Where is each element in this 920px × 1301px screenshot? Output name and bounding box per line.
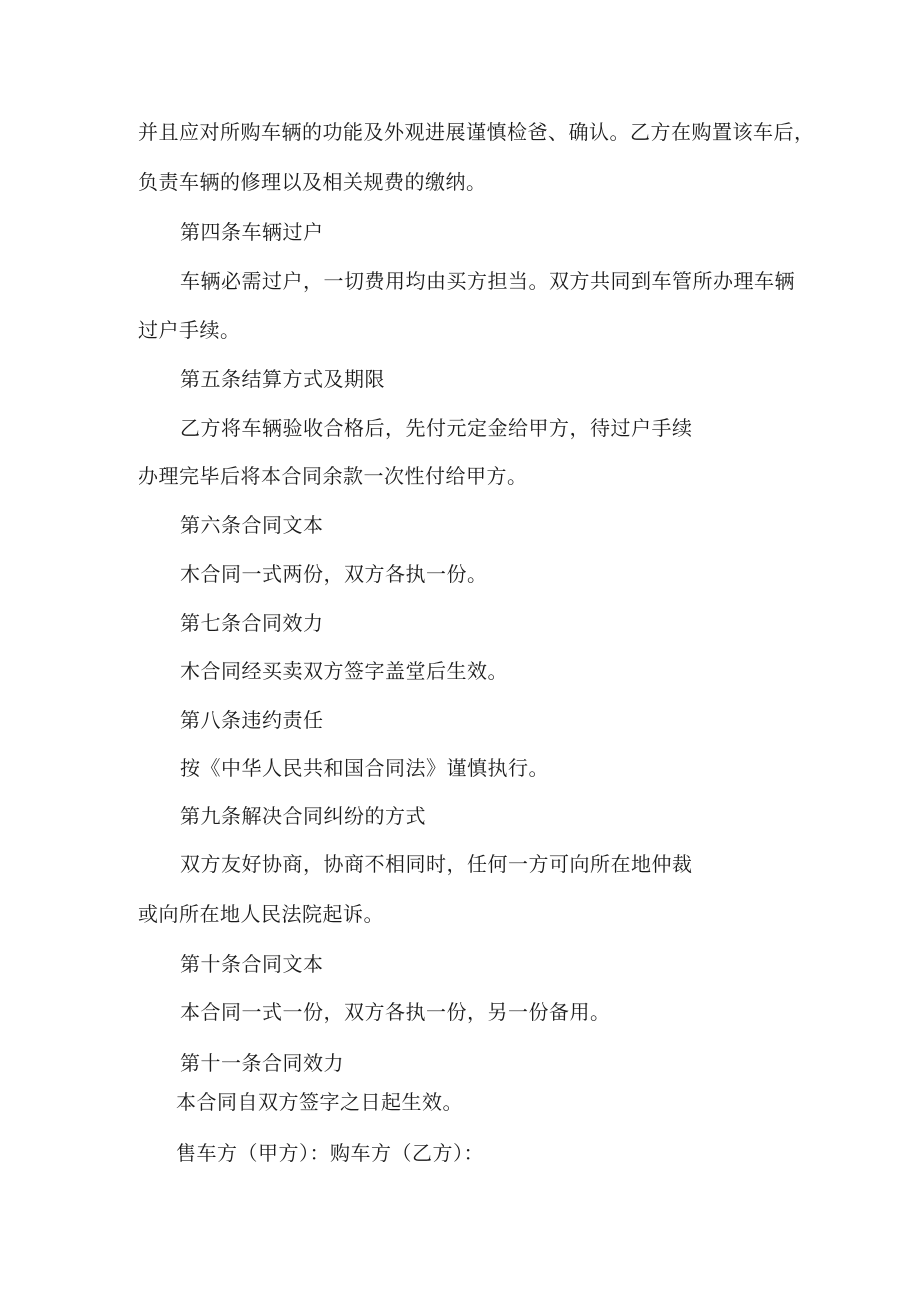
paragraph-line: 过户手续。: [138, 318, 241, 342]
clause-heading: 第七条合同效力: [180, 611, 324, 635]
paragraph-line: 车辆必需过户，一切费用均由买方担当。双方共同到车管所办理车辆: [180, 269, 795, 293]
paragraph-line: 负责车辆的修理以及相关规费的缴纳。: [138, 170, 487, 194]
clause-heading: 第四条车辆过户: [180, 220, 324, 244]
clause-heading: 第五条结算方式及期限: [180, 367, 385, 391]
paragraph-line: 本合同自双方签字之日起生效。: [176, 1090, 463, 1114]
paragraph-line: 双方友好协商，协商不相同时，任何一方可向所在地仲裁: [180, 852, 693, 876]
clause-heading: 第六条合同文本: [180, 513, 324, 537]
clause-heading: 第十一条合同效力: [180, 1051, 344, 1075]
paragraph-line: 本合同一式一份，双方各执一份，另一份备用。: [180, 1000, 611, 1024]
paragraph-line: 或向所在地人民法院起诉。: [138, 902, 384, 926]
clause-heading: 第八条违约责任: [180, 708, 324, 732]
paragraph-line: 木合同经买卖双方签字盖堂后生效。: [180, 659, 508, 683]
clause-heading: 第十条合同文本: [180, 952, 324, 976]
paragraph-line: 办理完毕后将本合同余款一次性付给甲方。: [138, 464, 528, 488]
paragraph-line: 乙方将车辆验收合格后，先付元定金给甲方，待过户手续: [180, 416, 693, 440]
clause-heading: 第九条解决合同纠纷的方式: [180, 804, 426, 828]
paragraph-line: 木合同一式两份，双方各执一份。: [180, 562, 488, 586]
signature-line: 售车方（甲方）：购车方（乙方）：: [176, 1141, 484, 1165]
paragraph-line: 按《中华人民共和国合同法》谨慎执行。: [180, 756, 549, 780]
paragraph-line: 并且应对所购车辆的功能及外观进展谨慎检爸、确认。乙方在购置该车后，: [138, 120, 815, 144]
